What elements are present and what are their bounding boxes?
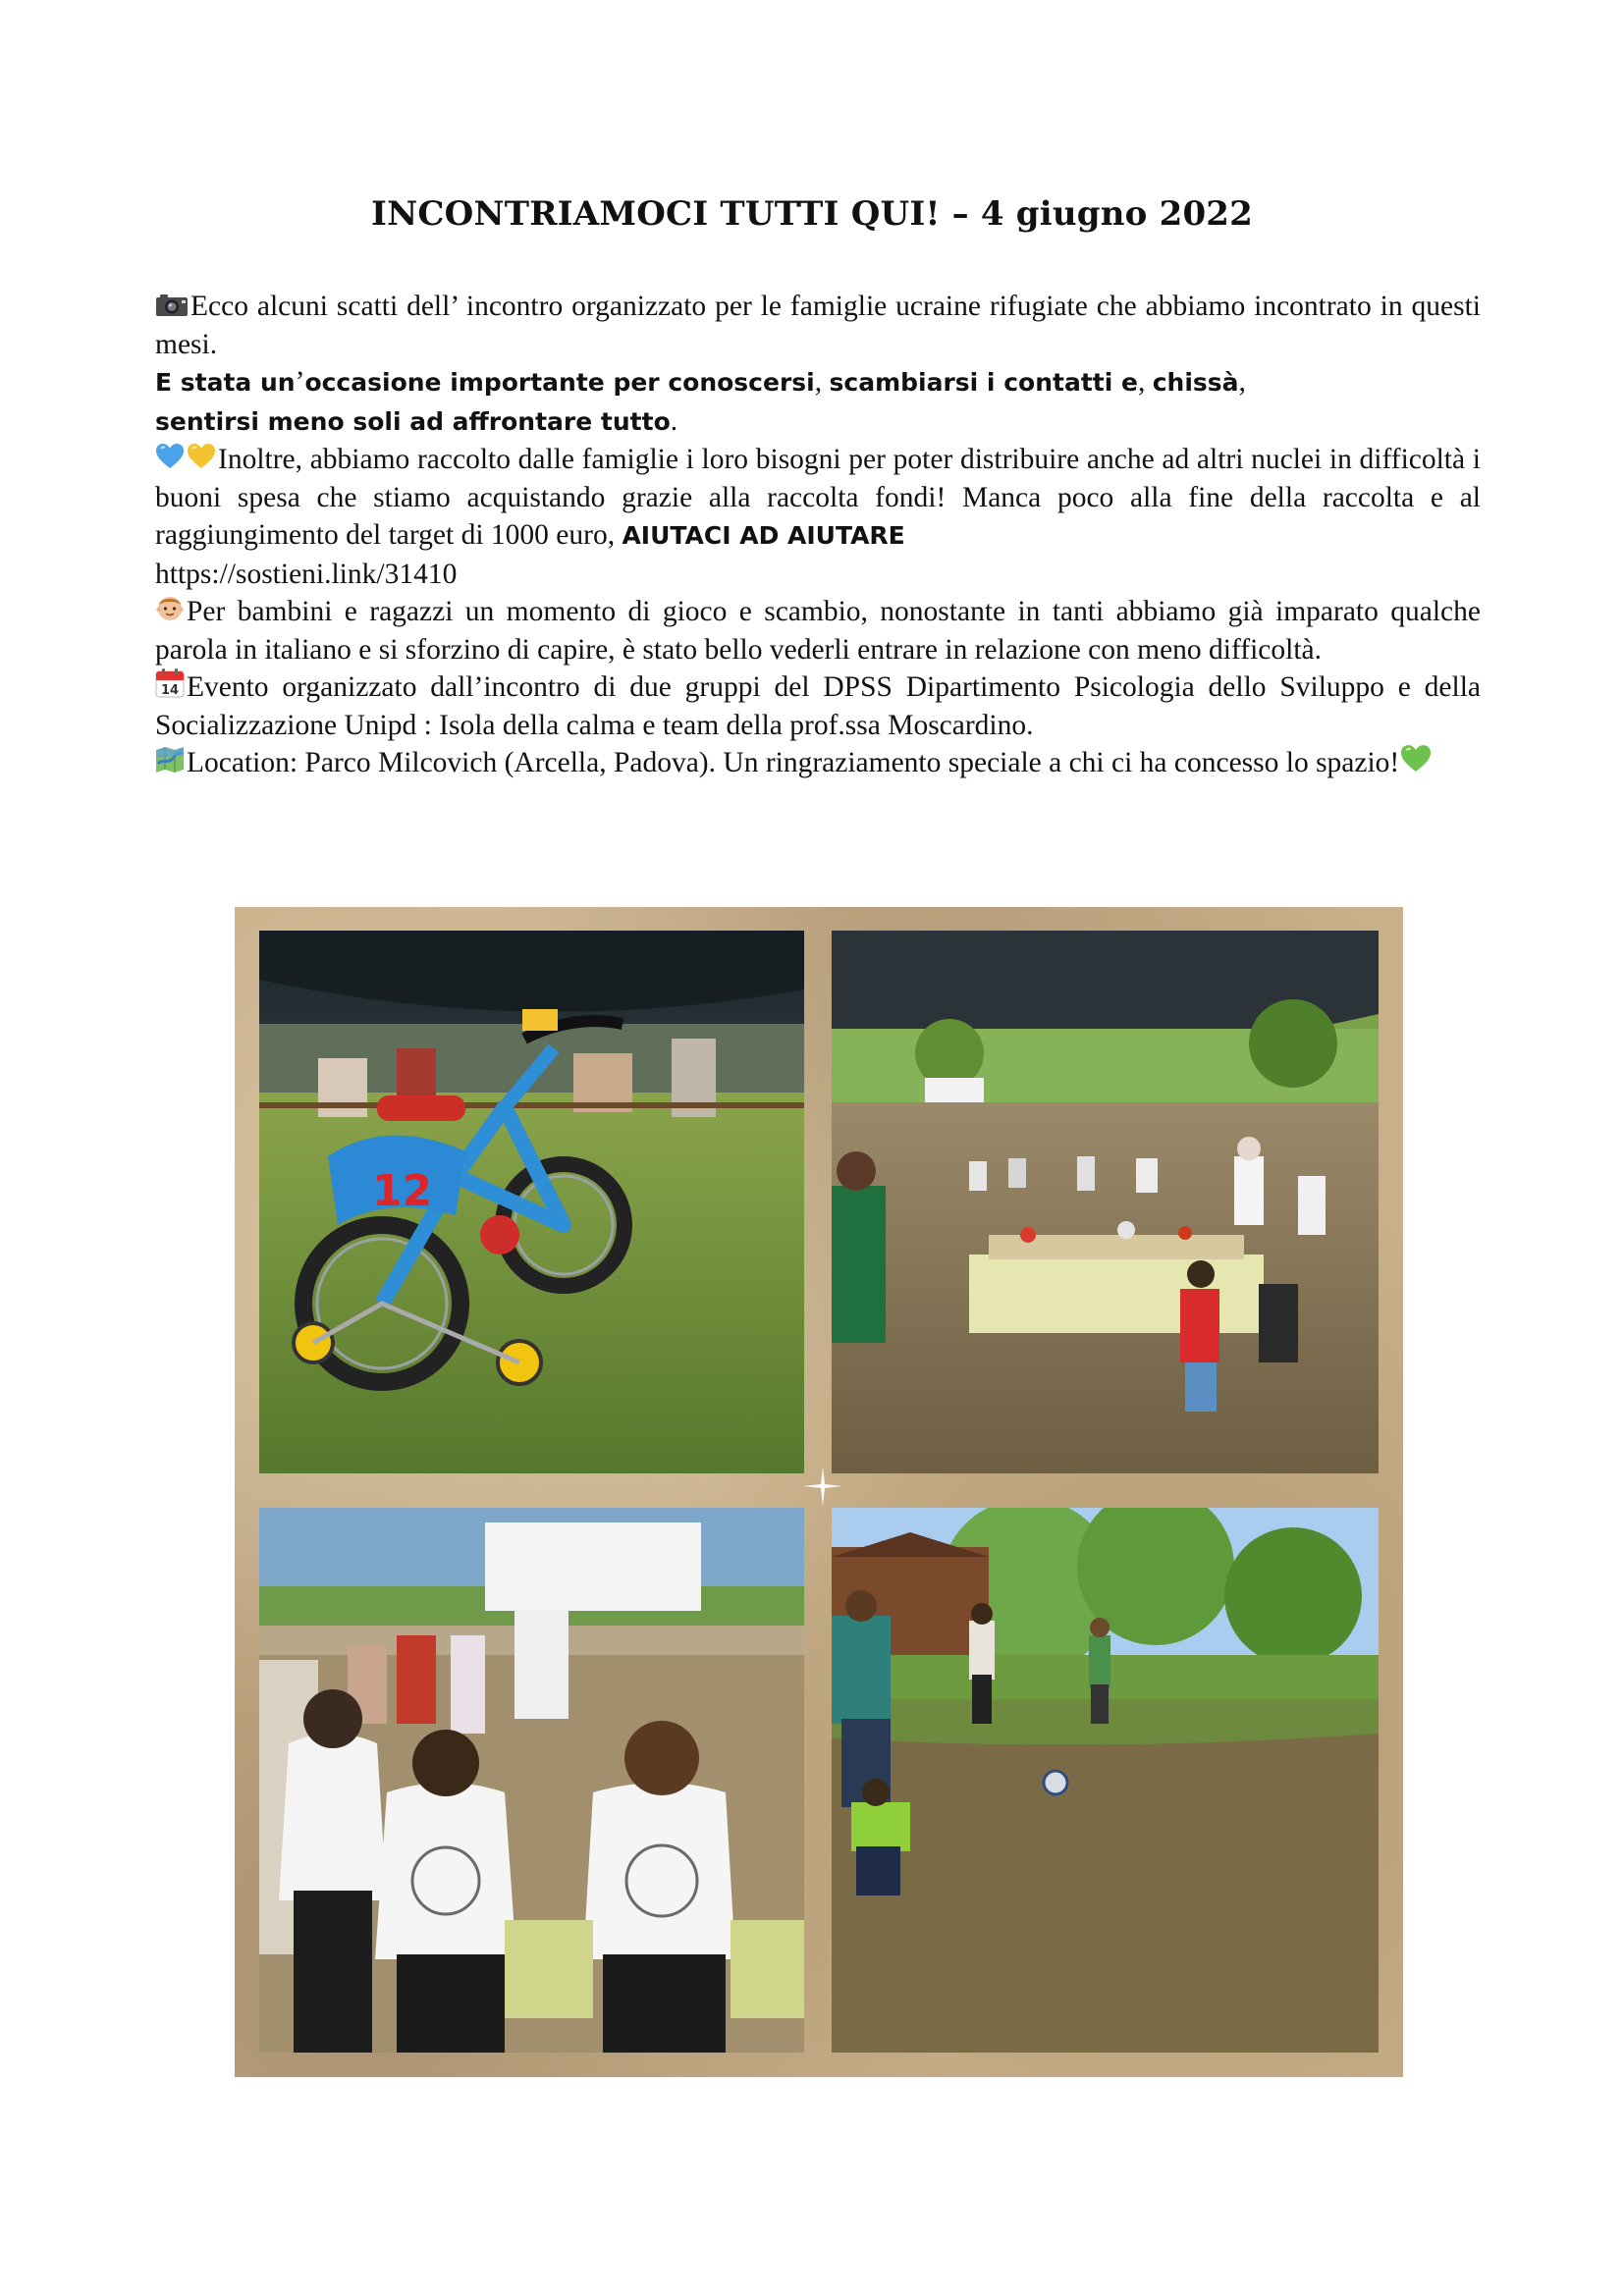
event-text: Evento organizzato dall’incontro di due gruppi del DPSS Dipartimento Psicologia dello Sviluppo e della Socializzazione Unipd : Isola della calma e team della prof.ssa Moscardino.	[155, 671, 1481, 741]
highlight-part	[304, 368, 814, 397]
green-heart-icon	[1399, 744, 1433, 774]
calendar-day: 14	[160, 683, 180, 698]
fundraising-paragraph	[155, 441, 1481, 593]
event-paragraph	[155, 668, 1481, 744]
map-icon	[155, 746, 185, 774]
sparkle-icon	[803, 1467, 842, 1506]
intro-paragraph	[155, 288, 1481, 441]
intro-highlight-1	[155, 368, 296, 397]
location-text: Location: Parco Milcovich (Arcella, Padova). Un ringraziamento speciale a chi ci ha concesso lo spazio!	[187, 747, 1400, 778]
highlight-part	[830, 368, 1138, 397]
children-paragraph	[155, 593, 1481, 668]
apostrophe: ’	[295, 366, 305, 398]
yellow-heart-icon	[187, 443, 216, 470]
location-paragraph	[155, 744, 1481, 782]
post-body	[155, 288, 1481, 782]
comma: ,	[1238, 366, 1246, 398]
child-face-icon	[155, 593, 185, 622]
fundraising-text: Inoltre, abbiamo raccolto dalle famiglie i loro bisogni per poter distribuire anche ad altri nuclei in difficoltà i buoni spesa che stiamo acquistando grazie alla raccolta fondi! Manca poco alla fine della raccolta e al raggiungimento del target di 1000 euro,	[155, 444, 1481, 551]
intro-highlight-2: sentirsi meno soli ad affrontare tutto	[155, 406, 671, 436]
highlight-part	[1153, 368, 1239, 397]
children-text: Per bambini e ragazzi un momento di gioco e scambio, nonostante in tanti abbiamo già imparato qualche parola in italiano e si sforzino di capire, è stato bello vederli entrare in relazione con meno difficoltà.	[155, 596, 1481, 666]
photo-bicycle	[259, 931, 804, 1473]
highlight-text: occasione importante per conoscersi	[304, 368, 815, 397]
photo-playing-field	[832, 1508, 1379, 2053]
donation-link[interactable]: https://sostieni.link/31410	[155, 558, 458, 590]
comma: ,	[1137, 366, 1153, 398]
highlight-text: scambiarsi i contatti e	[829, 368, 1138, 397]
intro-text: Ecco alcuni scatti dell’ incontro organizzato per le famiglie ucraine rifugiate che abbiamo incontrato in questi mesi.	[155, 291, 1481, 360]
bike-number: 12	[372, 1166, 433, 1216]
page-title: INCONTRIAMOCI TUTTI QUI! – 4 giugno 2022	[370, 194, 1254, 234]
photo-tent-gathering	[832, 931, 1379, 1473]
period: .	[670, 404, 678, 437]
highlight-text: chissà	[1152, 368, 1239, 397]
cta-text: AIUTACI AD AIUTARE	[622, 521, 905, 550]
blue-heart-icon	[155, 443, 185, 470]
highlight-part: E stata un	[155, 368, 296, 397]
camera-icon	[155, 294, 189, 317]
comma: ,	[814, 366, 830, 398]
photo-volunteers	[259, 1508, 804, 2053]
calendar-icon	[155, 668, 185, 698]
